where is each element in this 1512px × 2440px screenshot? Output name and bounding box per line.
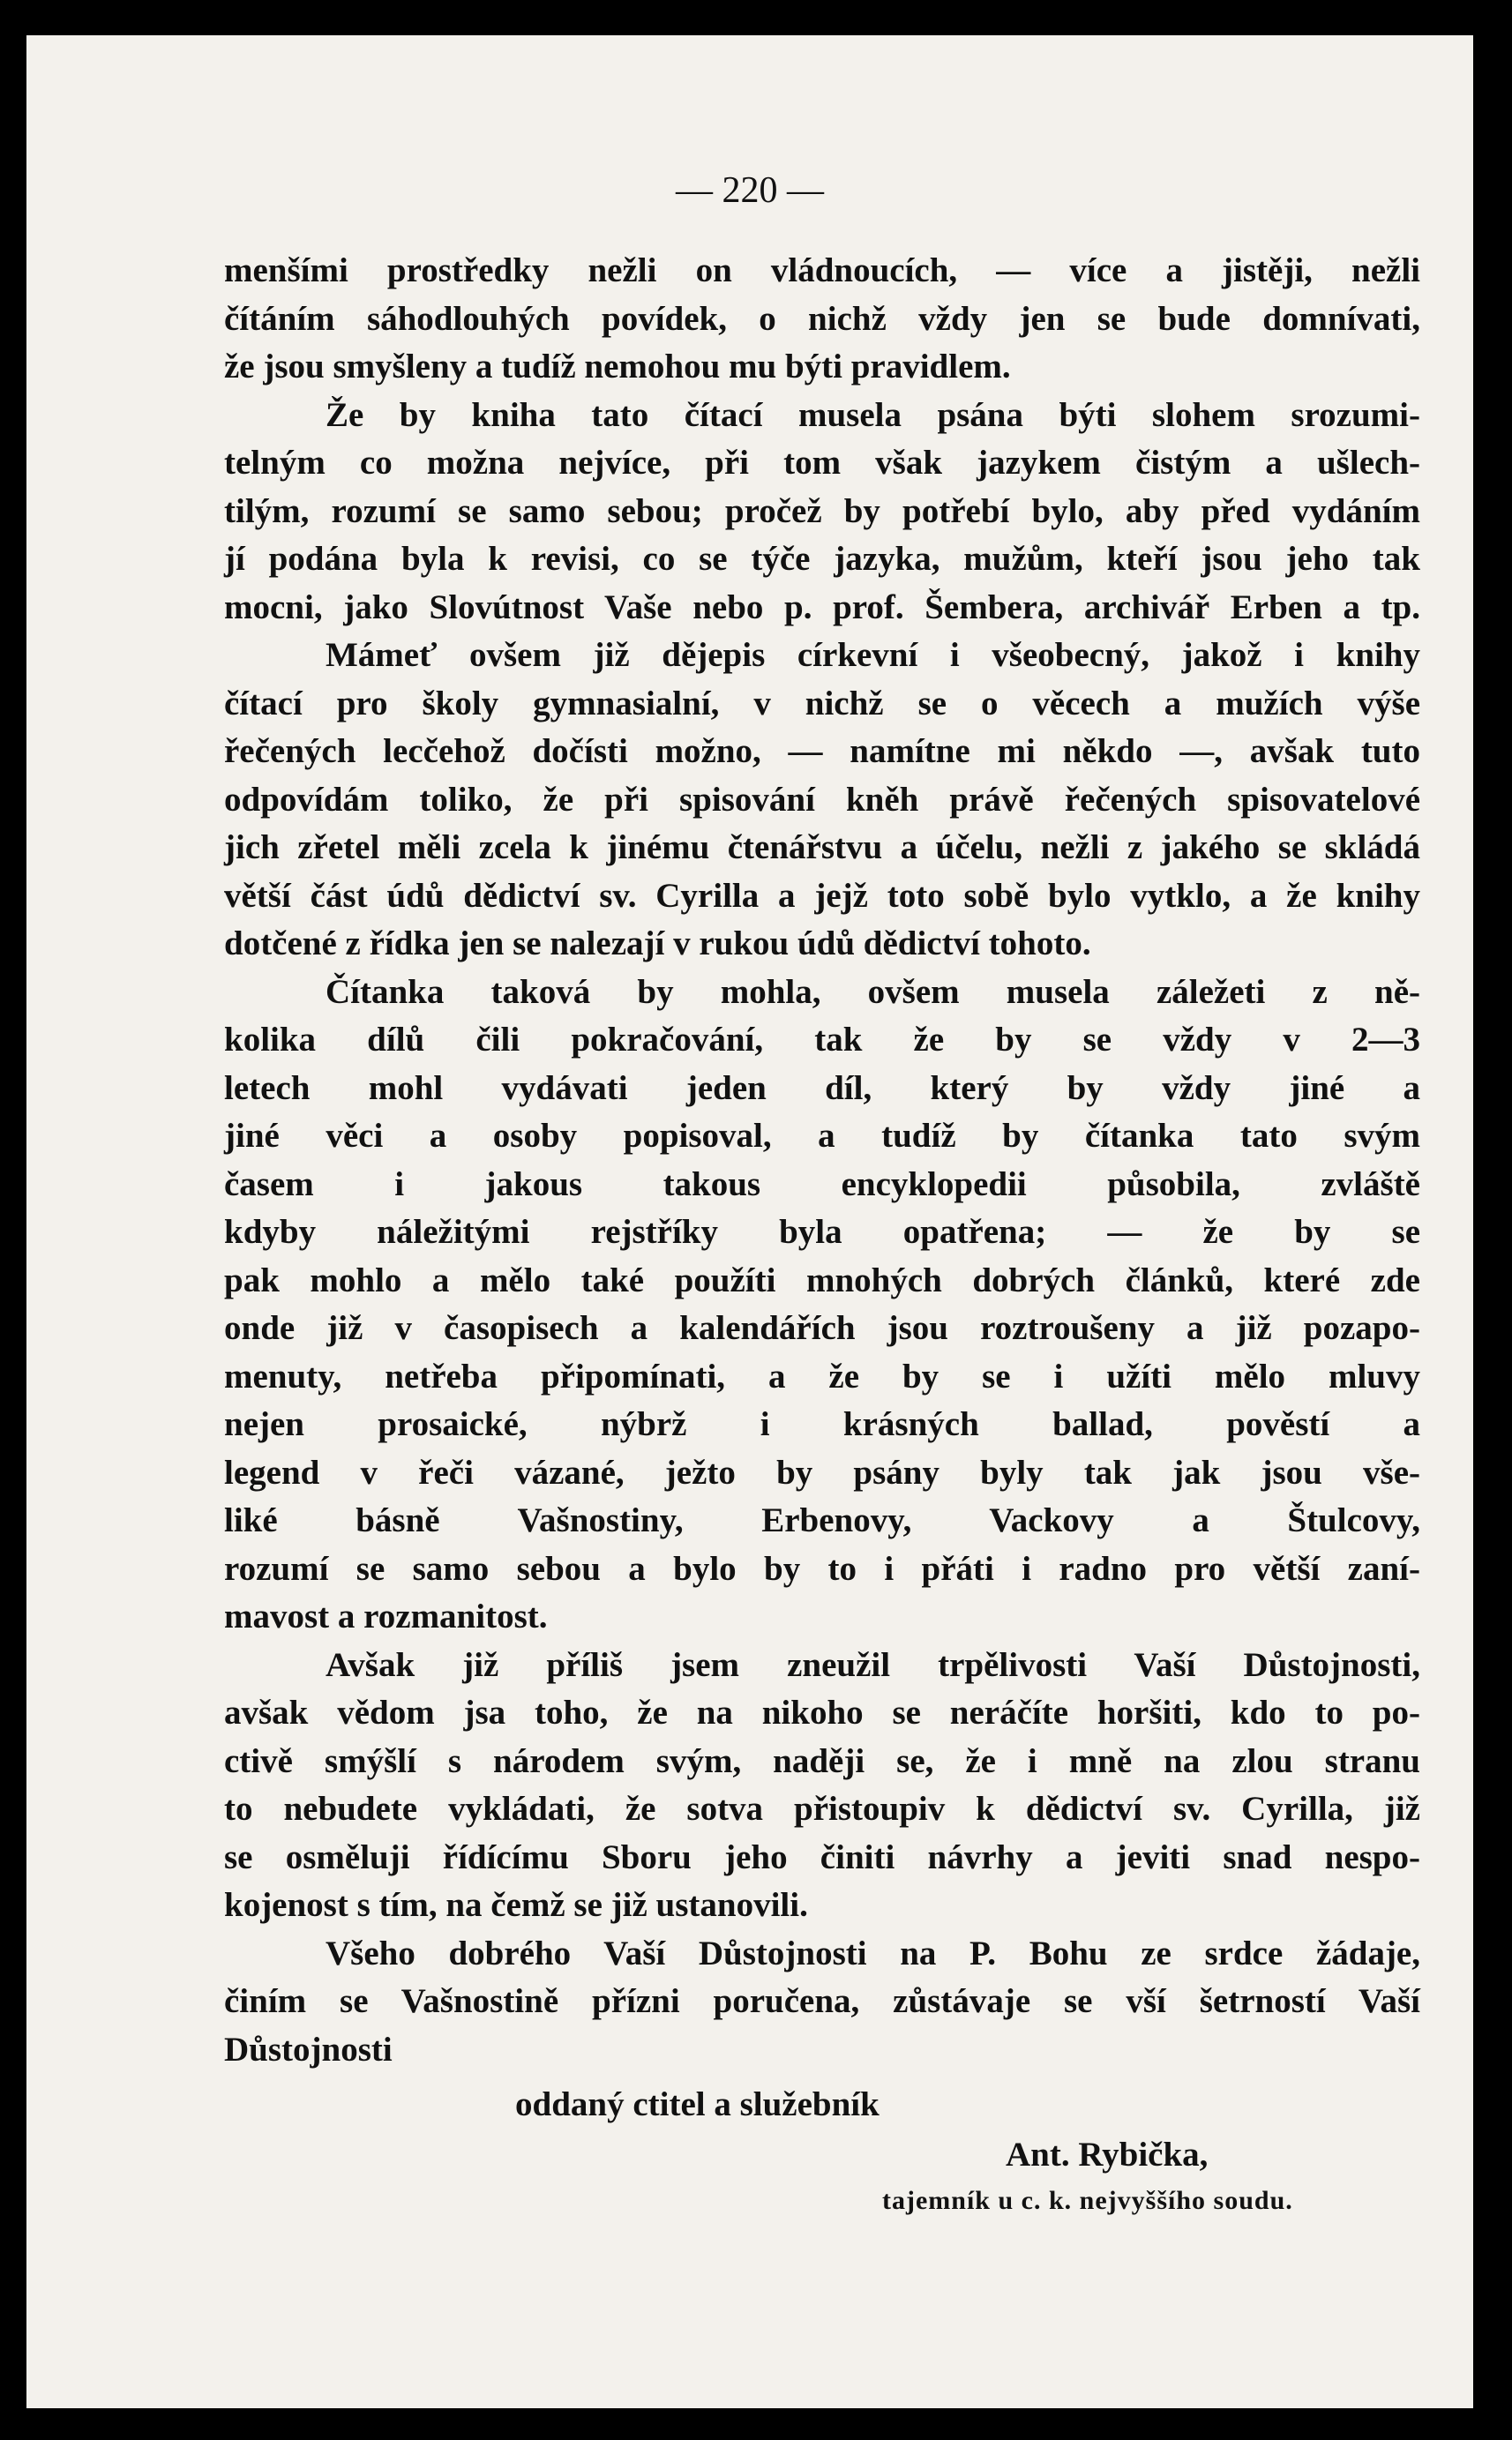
text-line: rozumí se samo sebou a bylo by to i přáti i radno pro větší zaní-: [224, 1549, 1420, 1588]
text-line: telným co možna nejvíce, při tom však jazykem čistým a ušlech-: [224, 444, 1420, 482]
text-line: legend v řeči vázané, ježto by psány byly tak jak jsou vše-: [224, 1453, 1420, 1492]
text-line: čítáním sáhodlouhých povídek, o nichž vždy jen se bude domnívati,: [224, 299, 1420, 338]
text-line: řečených lecčehož dočísti možno, — namítne mi někdo —, avšak tuto: [224, 732, 1420, 770]
text-line: Všeho dobrého Vaší Důstojnosti na P. Bohu ze srdce žádaje,: [326, 1934, 1420, 1972]
text-line: pak mohlo a mělo také použíti mnohých dobrých článků, které zde: [224, 1261, 1420, 1299]
text-line: tilým, rozumí se samo sebou; pročež by potřebí bylo, aby před vydáním: [224, 491, 1420, 530]
text-line: liké básně Vašnostiny, Erbenovy, Vackovy a Štulcovy,: [224, 1501, 1420, 1539]
text-line: kdyby náležitými rejstříky byla opatřena; — že by se: [224, 1213, 1420, 1251]
signature-title: tajemník u c. k. nejvyššího soudu.: [882, 2186, 1293, 2215]
text-line: Avšak již příliš jsem zneužil trpělivosti Vaší Důstojnosti,: [326, 1645, 1420, 1684]
text-line: větší část údů dědictví sv. Cyrilla a jejž toto sobě bylo vytklo, a že knihy: [224, 876, 1420, 915]
text-line: letech mohl vydávati jeden díl, který by vždy jiné a: [224, 1068, 1420, 1107]
text-line: nejen prosaické, nýbrž i krásných ballad, pověstí a: [224, 1405, 1420, 1443]
text-line: jí podána byla k revisi, co se týče jazyka, mužům, kteří jsou jeho tak: [224, 540, 1420, 578]
text-line: se osměluji řídícímu Sboru jeho činiti návrhy a jeviti snad nespo-: [224, 1837, 1420, 1876]
text-line: to nebudete vykládati, že sotva přistoupiv k dědictví sv. Cyrilla, již: [224, 1790, 1420, 1828]
text-line: mavost a rozmanitost.: [224, 1598, 548, 1635]
text-line: jich zřetel měli zcela k jinému čtenářstvu a účelu, nežli z jakého se skládá: [224, 828, 1420, 866]
text-line: že jsou smyšleny a tudíž nemohou mu býti pravidlem.: [224, 348, 1011, 385]
body-text: [224, 247, 1420, 2074]
page-number: — 220 —: [676, 170, 824, 211]
text-line: dotčené z řídka jen se nalezají v rukou údů dědictví tohoto.: [224, 924, 1091, 962]
text-line: menuty, netřeba připomínati, a že by se i užíti mělo mluvy: [224, 1357, 1420, 1396]
text-line: menšími prostředky nežli on vládnoucích, — více a jistěji, nežli: [224, 251, 1420, 289]
text-line: Čítanka taková by mohla, ovšem musela záležeti z ně-: [326, 972, 1420, 1011]
text-line: Důstojnosti: [224, 2030, 393, 2069]
text-line: jiné věci a osoby popisoval, a tudíž by čítanka tato svým: [224, 1117, 1420, 1155]
text-line: časem i jakous takous encyklopedii působila, zvláště: [224, 1164, 1420, 1203]
text-line: mocni, jako Slovútnost Vaše nebo p. prof. Šembera, archivář Erben a tp.: [224, 588, 1420, 626]
text-line: kojenost s tím, na čemž se již ustanovili.: [224, 1886, 808, 1924]
text-line: činím se Vašnostině přízni poručena, zůstávaje se vší šetrností Vaší: [224, 1982, 1420, 2020]
text-line: Mámeť ovšem již dějepis církevní i všeobecný, jakož i knihy: [326, 636, 1420, 674]
text-line: onde již v časopisech a kalendářích jsou roztroušeny a již pozapo-: [224, 1309, 1420, 1347]
text-line: odpovídám toliko, že při spisování kněh právě řečených spisovatelové: [224, 780, 1420, 819]
text-line: ctivě smýšlí s národem svým, naději se, že i mně na zlou stranu: [224, 1741, 1420, 1780]
text-line: avšak vědom jsa toho, že na nikoho se neráčíte horšiti, kdo to po-: [224, 1694, 1420, 1732]
text-line: Že by kniha tato čítací musela psána býti slohem srozumi-: [326, 395, 1420, 434]
closing-phrase: oddaný ctitel a služebník: [515, 2085, 880, 2123]
text-line: čítací pro školy gymnasialní, v nichž se o věcech a mužích výše: [224, 684, 1420, 722]
signature-name: Ant. Rybička,: [1006, 2136, 1209, 2174]
text-line: kolika dílů čili pokračování, tak že by se vždy v 2—3: [224, 1021, 1420, 1059]
document-page: [26, 35, 1473, 2408]
